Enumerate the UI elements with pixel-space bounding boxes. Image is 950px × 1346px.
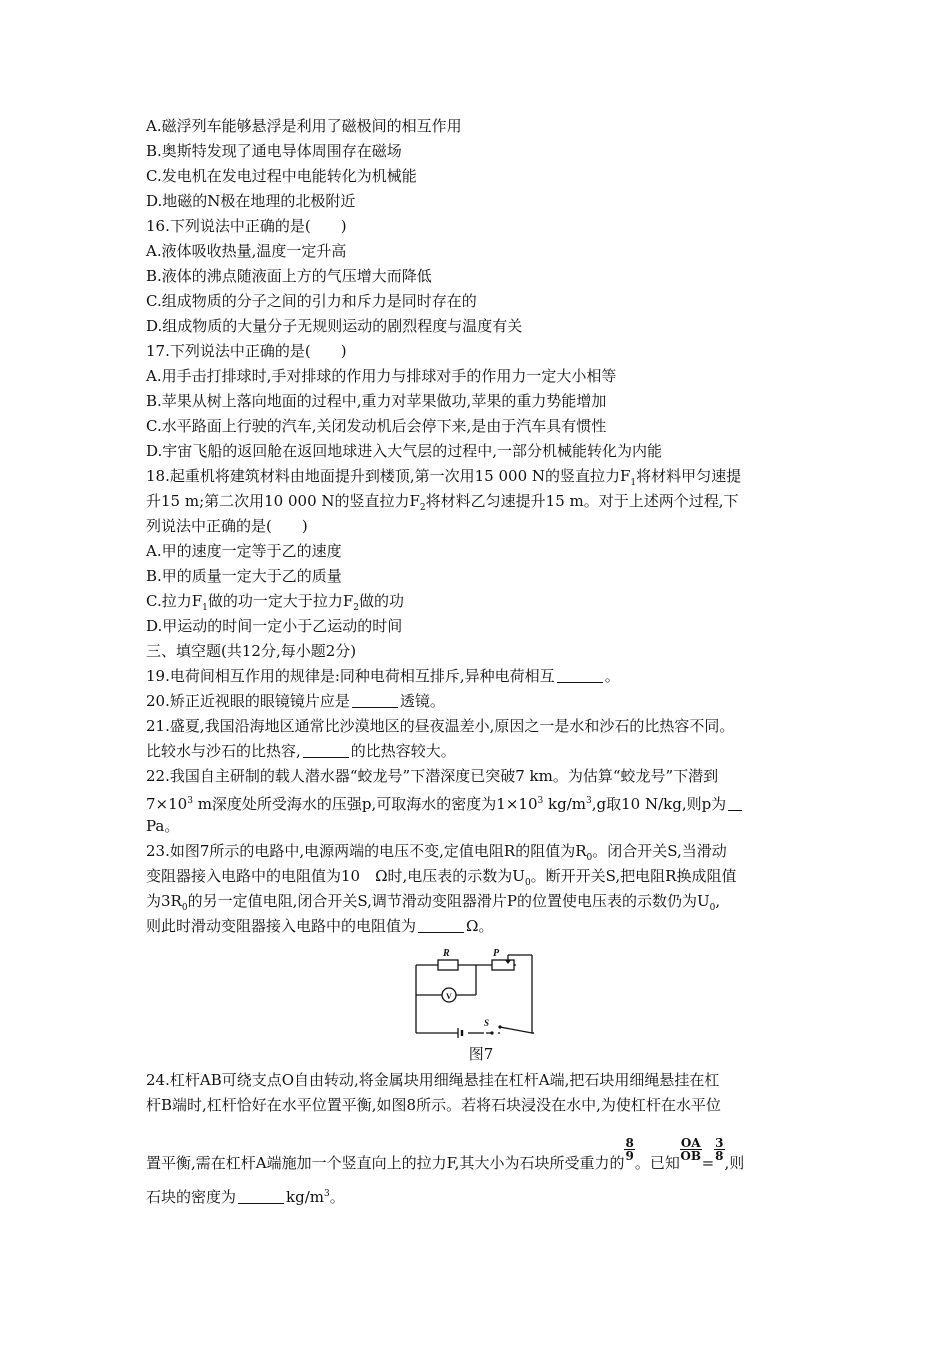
q23-line-3: 为$3R_0$的另一定值电阻,闭合开关S,调节滑动变阻器滑片P的位置使电压表的示数仍为$U_0$, bbox=[146, 892, 721, 913]
label-p: P bbox=[493, 948, 500, 959]
q19: 19.电荷间相互作用的规律是:同种电荷相互排斥,异种电荷相互 。 bbox=[146, 667, 620, 685]
q15-option-a: A.磁浮列车能够悬浮是利用了磁极间的相互作用 bbox=[146, 117, 462, 135]
answer-blank[interactable] bbox=[418, 917, 464, 933]
q16-stem: 16.下列说法中正确的是( ) bbox=[146, 217, 347, 235]
figure-7-circuit bbox=[146, 943, 816, 1043]
answer-blank[interactable] bbox=[303, 742, 349, 758]
exam-page bbox=[146, 114, 816, 1207]
label-v: V bbox=[446, 992, 452, 1001]
q17-option-b: B.苹果从树上落向地面的过程中,重力对苹果做功,苹果的重力势能增加 bbox=[146, 392, 607, 410]
q18-line-2: 升15 m;第二次用10 000 N的竖直拉力$F_2$将材料乙匀速提升15 m。对于上述两个过程,下 bbox=[146, 492, 739, 513]
answer-blank[interactable] bbox=[557, 667, 603, 683]
section-heading: 三、填空题(共12分,每小题2分) bbox=[146, 642, 357, 660]
answer-blank[interactable] bbox=[238, 1188, 284, 1204]
circuit-diagram bbox=[146, 943, 816, 1043]
q17-stem: 17.下列说法中正确的是( ) bbox=[146, 342, 347, 360]
resistor-r bbox=[438, 960, 458, 970]
fraction-oa-ob: $\frac{OA}{OB}$ bbox=[680, 1136, 702, 1163]
rheostat bbox=[492, 960, 514, 970]
q21-line-2: 比较水与沙石的比热容, 的比热容较大。 bbox=[146, 742, 456, 760]
q18-option-c: C.拉力$F_1$做的功一定大于拉力$F_2$做的功 bbox=[146, 592, 405, 613]
q17-option-a: A.用手击打排球时,手对排球的作用力与排球对手的作用力一定大小相等 bbox=[146, 367, 617, 385]
q16-option-c: C.组成物质的分子之间的引力和斥力是同时存在的 bbox=[146, 292, 477, 310]
answer-blank[interactable] bbox=[352, 692, 398, 708]
q22-line-1: 22.我国自主研制的载人潜水器“蛟龙号”下潜深度已突破7 km。为估算“蛟龙号”下潜到 bbox=[146, 767, 719, 785]
q17-option-d: D.宇宙飞船的返回舱在返回地球进入大气层的过程中,一部分机械能转化为内能 bbox=[146, 442, 663, 460]
q16-option-d: D.组成物质的大量分子无规则运动的剧烈程度与温度有关 bbox=[146, 317, 523, 335]
q18-option-d: D.甲运动的时间一定小于乙运动的时间 bbox=[146, 617, 403, 635]
q24-line-1: 24.杠杆AB可绕支点O自由转动,将金属块用细绳悬挂在杠杆A端,把石块用细绳悬挂在杠 bbox=[146, 1071, 720, 1089]
q23-line-4: 则此时滑动变阻器接入电路中的电阻值为 Ω。 bbox=[146, 917, 494, 935]
q16-option-b: B.液体的沸点随液面上方的气压增大而降低 bbox=[146, 267, 432, 285]
q15-option-b: B.奥斯特发现了通电导体周围存在磁场 bbox=[146, 142, 402, 160]
q17-option-c: C.水平路面上行驶的汽车,关闭发动机后会停下来,是由于汽车具有惯性 bbox=[146, 417, 607, 435]
answer-blank[interactable] bbox=[728, 795, 742, 811]
q18-line-1: 18.起重机将建筑材料由地面提升到楼顶,第一次用15 000 N的竖直拉力$F_1$将材料甲匀速提 bbox=[146, 467, 742, 488]
fraction-8-9: $\frac{8}{9}$ bbox=[625, 1136, 634, 1163]
figure-7-caption: 图7 bbox=[468, 1045, 494, 1063]
q18-option-b: B.甲的质量一定大于乙的质量 bbox=[146, 567, 342, 585]
fraction-3-8: $\frac{3}{8}$ bbox=[715, 1136, 724, 1163]
q15-option-c: C.发电机在发电过程中电能转化为机械能 bbox=[146, 167, 417, 185]
q18-option-a: A.甲的速度一定等于乙的速度 bbox=[146, 542, 342, 560]
q24-line-3: 置平衡,需在杠杆A端施加一个竖直向上的拉力F,其大小为石块所受重力的 $\frac{8}{9}$ 。已知 $\frac{OA}{OB}$ = $\frac{3}{8}$ ,则 bbox=[146, 1136, 745, 1172]
q22-line-3: Pa。 bbox=[146, 817, 180, 835]
q15-option-d: D.地磁的N极在地理的北极附近 bbox=[146, 192, 356, 210]
q23-line-1: 23.如图7所示的电路中,电源两端的电压不变,定值电阻R的阻值为$R_0$。闭合开关S,当滑动 bbox=[146, 842, 727, 863]
q24-line-4: 石块的密度为 $kg/m^3$。 bbox=[146, 1188, 345, 1206]
q23-line-2: 变阻器接入电路中的电阻值为10 Ω时,电压表的示数为$U_0$。断开开关S,把电阻R换成阻值 bbox=[146, 867, 737, 888]
q21-line-1: 21.盛夏,我国沿海地区通常比沙漠地区的昼夜温差小,原因之一是水和沙石的比热容不同。 bbox=[146, 717, 735, 735]
label-r: R bbox=[443, 948, 450, 959]
q18-line-3: 列说法中正确的是( ) bbox=[146, 517, 308, 535]
q24-line-2: 杆B端时,杠杆恰好在水平位置平衡,如图8所示。若将石块浸没在水中,为使杠杆在水平位 bbox=[146, 1096, 721, 1114]
q22-line-2: $7\times 10^3$ m深度处所受海水的压强p,可取海水的密度为$1\times 10^3$ $kg/m^3,g$取10 N/kg,则p为 bbox=[146, 789, 816, 814]
q20: 20.矫正近视眼的眼镜镜片应是 透镜。 bbox=[146, 692, 445, 710]
label-s: S bbox=[484, 1018, 490, 1028]
q16-option-a: A.液体吸收热量,温度一定升高 bbox=[146, 242, 347, 260]
